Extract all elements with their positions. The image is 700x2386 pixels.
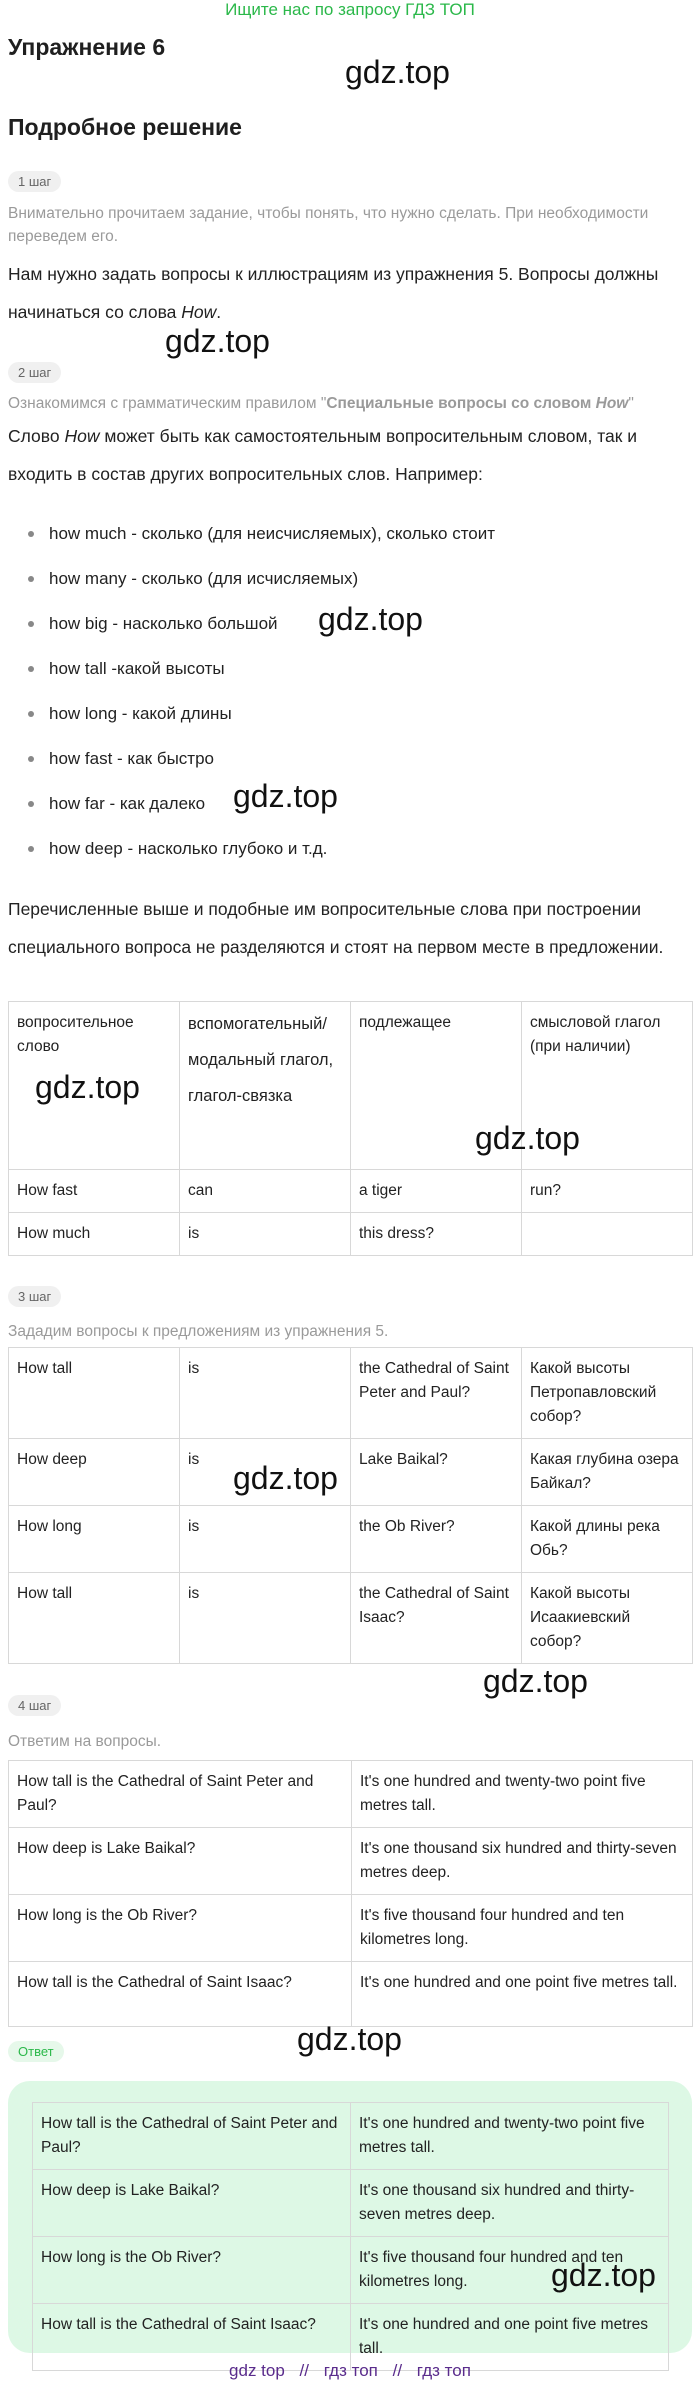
table-cell: It's one thousand six hundred and thirty-seven metres deep. (352, 1828, 693, 1895)
table-cell: How deep (9, 1439, 180, 1506)
table-cell: Какой длины река Обь? (522, 1506, 693, 1573)
watermark: gdz.top (345, 54, 450, 90)
table-cell: вопросительное слово (9, 1002, 180, 1170)
table-cell: is (180, 1573, 351, 1664)
watermark: gdz.top (297, 2021, 402, 2057)
table-row (9, 1506, 693, 1573)
step-badge: 2 шаг (8, 362, 61, 383)
table-row (9, 1895, 693, 1962)
step-instruction: Ответим на вопросы. (8, 1733, 162, 1750)
step-badge: 1 шаг (8, 171, 61, 192)
table-cell: Какая глубина озера Байкал? (522, 1439, 693, 1506)
exercise-title: Упражнение 6 (8, 34, 166, 60)
list-item: how fast - как быстро (8, 736, 692, 781)
grammar-table (8, 1001, 693, 1256)
table-cell: Какой высоты Исаакиевский собор? (522, 1573, 693, 1664)
step-text: Перечисленные выше и подобные им вопросительные слова при построении специального вопроса не разделяются и стоят на первом месте в предложении. (8, 899, 664, 957)
answer-table (32, 2102, 669, 2371)
table-cell: вспомогательный/модальный глагол, глагол-связка (180, 1002, 351, 1170)
table-cell: It's one thousand six hundred and thirty-seven metres deep. (351, 2170, 669, 2237)
watermark: gdz.top (35, 1069, 140, 1105)
footer-link[interactable]: гдз топ (416, 2361, 471, 2380)
table-cell: How long is the Ob River? (33, 2237, 351, 2304)
table-cell: It's one hundred and twenty-two point five metres tall. (351, 2103, 669, 2170)
table-row (9, 1213, 693, 1256)
footer-separator: // (392, 2361, 403, 2380)
table-row (9, 1962, 693, 2027)
table-cell: How deep is Lake Baikal? (33, 2170, 351, 2237)
table-cell: can (180, 1170, 351, 1213)
table-cell: It's one hundred and one point five metres tall. (351, 2304, 669, 2371)
footer-separator: // (299, 2361, 309, 2380)
table-cell: is (180, 1213, 351, 1256)
table-cell: How tall (9, 1573, 180, 1664)
watermark: gdz.top (551, 2257, 656, 2293)
table-cell: It's five thousand four hundred and ten kilometres long. (352, 1895, 693, 1962)
table-cell: is (180, 1348, 351, 1439)
watermark: gdz.top (165, 323, 270, 359)
step-badge: 3 шаг (8, 1286, 61, 1307)
footer-link[interactable]: gdz top (229, 2361, 285, 2380)
step-instruction: Зададим вопросы к предложениям из упражнения 5. (8, 1323, 389, 1340)
watermark: gdz.top (233, 778, 338, 814)
step-text: Слово How может быть как самостоятельным вопросительным словом, так и входить в состав других вопросительных слов. Например: (8, 426, 638, 484)
table-cell: It's one hundred and one point five metres tall. (352, 1962, 693, 2027)
table-row (9, 1170, 693, 1213)
table-cell: How tall is the Cathedral of Saint Isaac? (9, 1962, 352, 2027)
table-cell: the Cathedral of Saint Peter and Paul? (351, 1348, 522, 1439)
table-row (33, 2103, 669, 2170)
table-cell: It's five thousand four hundred and ten kilometres long. (351, 2237, 669, 2304)
table-cell: How deep is Lake Baikal? (9, 1828, 352, 1895)
table-cell: How tall is the Cathedral of Saint Peter and Paul? (9, 1761, 352, 1828)
table-cell: this dress? (351, 1213, 522, 1256)
table-cell: How tall is the Cathedral of Saint Peter and Paul? (33, 2103, 351, 2170)
watermark: gdz.top (233, 1460, 338, 1496)
examples-list (8, 511, 692, 871)
answers-table (8, 1760, 693, 2027)
step-instruction: Внимательно прочитаем задание, чтобы понять, что нужно сделать. При необходимости переведем его. (8, 205, 649, 245)
list-item: how far - как далеко (8, 781, 692, 826)
step-instruction: Ознакомимся с грамматическим правилом "Специальные вопросы со словом How" (8, 395, 634, 412)
table-row (9, 1439, 693, 1506)
step-badge: 4 шаг (8, 1695, 61, 1716)
table-cell: How much (9, 1213, 180, 1256)
table-cell: a tiger (351, 1170, 522, 1213)
footer-link[interactable]: гдз топ (323, 2361, 378, 2380)
table-cell (522, 1213, 693, 1256)
table-row (33, 2170, 669, 2237)
watermark: gdz.top (318, 601, 423, 637)
table-row (9, 1348, 693, 1439)
answer-badge: Ответ (8, 2041, 64, 2062)
watermark: gdz.top (475, 1120, 580, 1156)
table-cell: run? (522, 1170, 693, 1213)
table-cell: подлежащее (351, 1002, 522, 1170)
table-cell: is (180, 1506, 351, 1573)
table-row (9, 1828, 693, 1895)
table-cell: How long (9, 1506, 180, 1573)
table-cell: is (180, 1439, 351, 1506)
list-item: how big - насколько большой (8, 601, 692, 646)
table-cell: the Ob River? (351, 1506, 522, 1573)
questions-table (8, 1347, 693, 1664)
table-cell: How tall is the Cathedral of Saint Isaac? (33, 2304, 351, 2371)
table-cell: the Cathedral of Saint Isaac? (351, 1573, 522, 1664)
top-banner: Ищите нас по запросу ГДЗ ТОП (225, 0, 475, 19)
table-row (9, 1573, 693, 1664)
section-title: Подробное решение (8, 114, 242, 140)
table-cell: How fast (9, 1170, 180, 1213)
watermark: gdz.top (483, 1663, 588, 1699)
table-cell: How tall (9, 1348, 180, 1439)
table-cell: It's one hundred and twenty-two point five metres tall. (352, 1761, 693, 1828)
table-cell: Lake Baikal? (351, 1439, 522, 1506)
table-cell: смысловой глагол (при наличии) (522, 1002, 693, 1170)
table-cell: How long is the Ob River? (9, 1895, 352, 1962)
table-cell: Какой высоты Петропавловский собор? (522, 1348, 693, 1439)
list-item: how much - сколько (для неисчисляемых), сколько стоит (8, 511, 692, 556)
list-item: how deep - насколько глубоко и т.д. (8, 826, 692, 871)
list-item: how many - сколько (для исчисляемых) (8, 556, 692, 601)
footer-links (0, 2361, 700, 2381)
list-item: how long - какой длины (8, 691, 692, 736)
step-text: Нам нужно задать вопросы к иллюстрациям из упражнения 5. Вопросы должны начинаться со слова How. (8, 264, 659, 322)
table-row (9, 1761, 693, 1828)
list-item: how tall -какой высоты (8, 646, 692, 691)
